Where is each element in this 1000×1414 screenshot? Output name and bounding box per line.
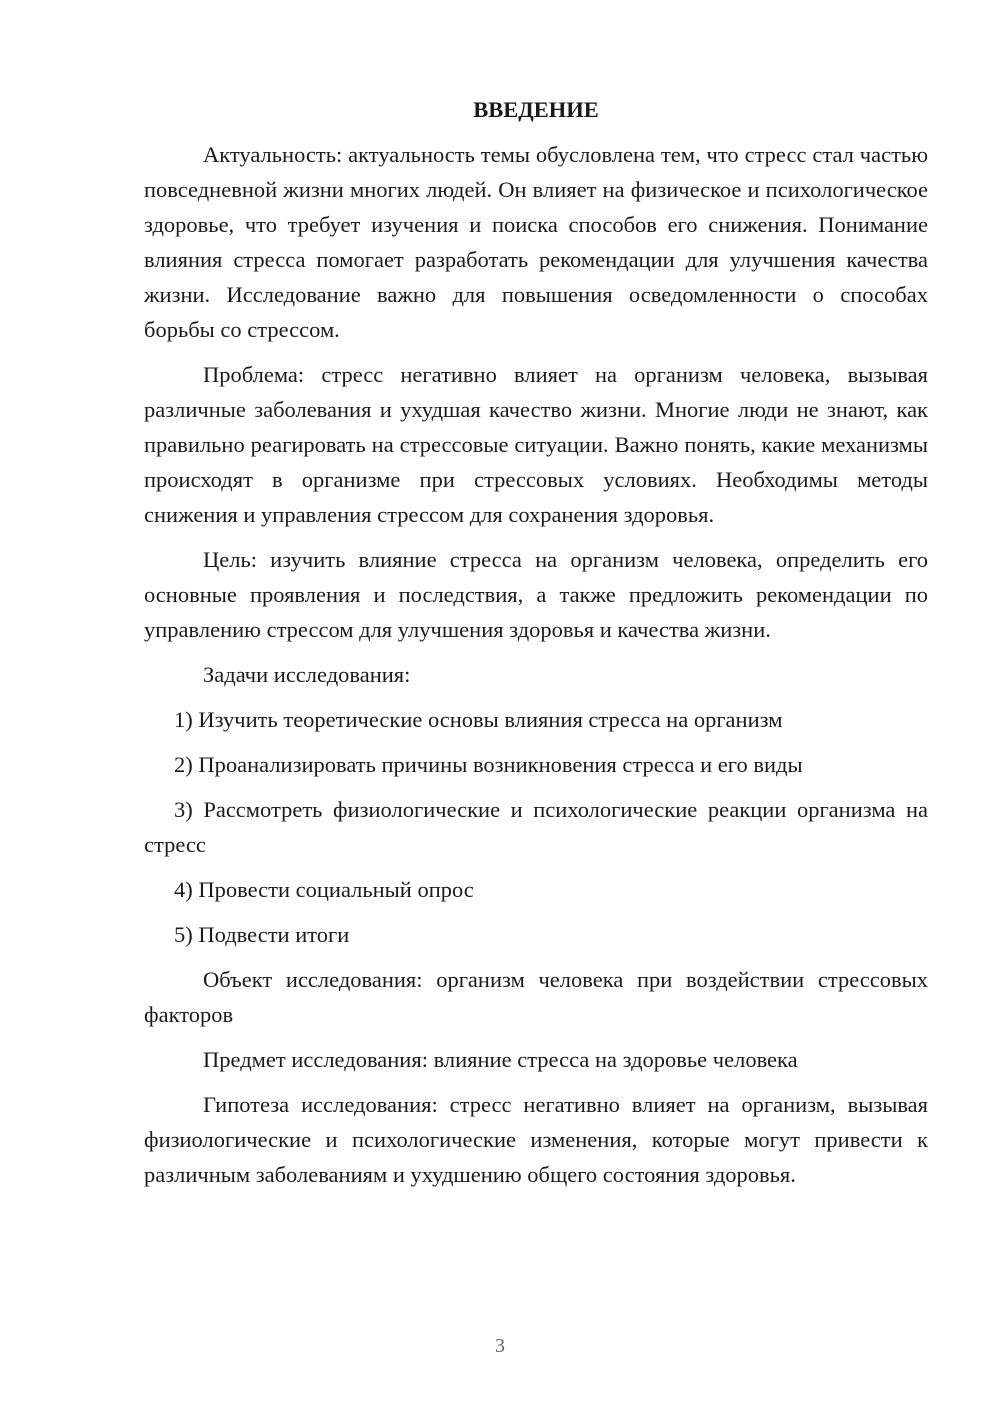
page-title: ВВЕДЕНИЕ — [473, 97, 599, 122]
tasks-heading: Задачи исследования: — [203, 662, 411, 687]
problem-paragraph: Проблема: стресс негативно влияет на организм человека, вызывая различные заболевания и ухудшая качество жизни. Многие люди не знают, как правильно реагировать на стрессовые ситуации. Важно понять, какие механизмы происходят в организме при стрессовых условиях. Необходимы методы снижения и управления стрессом для сохранения здоровья. — [144, 362, 928, 527]
subject-paragraph: Предмет исследования: влияние стресса на здоровье человека — [203, 1047, 798, 1072]
task-item-5: 5) Подвести итоги — [174, 922, 350, 947]
document-body — [144, 92, 928, 1202]
task-item-3: 3) Рассмотреть физиологические и психологические реакции организма на стресс — [144, 797, 928, 857]
task-item-4: 4) Провести социальный опрос — [174, 877, 474, 902]
page-number: 3 — [495, 1335, 505, 1357]
task-item-1: 1) Изучить теоретические основы влияния стресса на организм — [174, 707, 783, 732]
goal-paragraph: Цель: изучить влияние стресса на организм человека, определить его основные проявления и последствия, а также предложить рекомендации по управлению стрессом для улучшения здоровья и качества жизни. — [144, 547, 928, 642]
object-paragraph: Объект исследования: организм человека при воздействии стрессовых факторов — [144, 967, 928, 1027]
task-item-2: 2) Проанализировать причины возникновения стресса и его виды — [174, 752, 803, 777]
relevance-paragraph: Актуальность: актуальность темы обусловлена тем, что стресс стал частью повседневной жизни многих людей. Он влияет на физическое и психологическое здоровье, что требует изучения и поиска способов его снижения. Понимание влияния стресса помогает разработать рекомендации для улучшения качества жизни. Исследование важно для повышения осведомленности о способах борьбы со стрессом. — [144, 142, 928, 342]
hypothesis-paragraph: Гипотеза исследования: стресс негативно влияет на организм, вызывая физиологические и психологические изменения, которые могут привести к различным заболеваниям и ухудшению общего состояния здоровья. — [144, 1092, 928, 1187]
